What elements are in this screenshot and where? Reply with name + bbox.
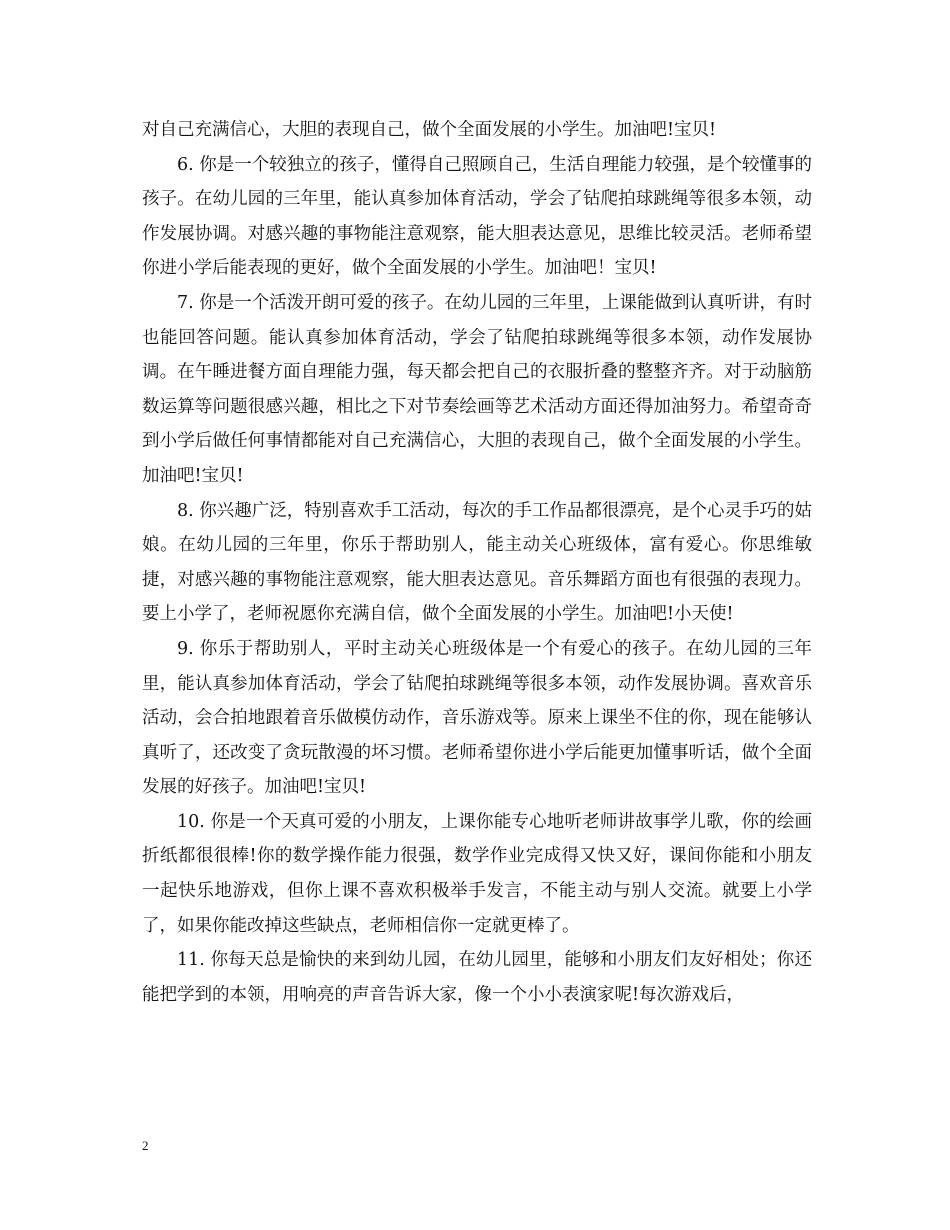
- document-body: [142, 113, 812, 1012]
- paragraph-item-8: 8. 你兴趣广泛，特别喜欢手工活动，每次的手工作品都很漂亮，是个心灵手巧的姑娘。在幼儿园的三年里，你乐于帮助别人，能主动关心班级体，富有爱心。你思维敏捷，对感兴趣的事物能注意观察，能大胆表达意见。音乐舞蹈方面也有很强的表现力。要上小学了，老师祝愿你充满自信，做个全面发展的小学生。加油吧!小天使!: [142, 500, 812, 625]
- page-number: 2: [142, 1138, 149, 1153]
- paragraph-item-10: 10. 你是一个天真可爱的小朋友，上课你能专心地听老师讲故事学儿歌，你的绘画折纸都很很棒!你的数学操作能力很强，数学作业完成得又快又好，课间你能和小朋友一起快乐地游戏，但你上课不喜欢积极举手发言，不能主动与别人交流。就要上小学了，如果你能改掉这些缺点，老师相信你一定就更棒了。: [142, 811, 812, 936]
- paragraph-item-6: 6. 你是一个较独立的孩子，懂得自己照顾自己，生活自理能力较强，是个较懂事的孩子。在幼儿园的三年里，能认真参加体育活动，学会了钻爬拍球跳绳等很多本领，动作发展协调。对感兴趣的事物能注意观察，能大胆表达意见，思维比较灵活。老师希望你进小学后能表现的更好，做个全面发展的小学生。加油吧！宝贝!: [142, 154, 812, 279]
- paragraph-item-11: 11. 你每天总是愉快的来到幼儿园，在幼儿园里，能够和小朋友们友好相处；你还能把学到的本领，用响亮的声音告诉大家，像一个小小表演家呢!每次游戏后，: [142, 950, 812, 1005]
- paragraph-item-9: 9. 你乐于帮助别人，平时主动关心班级体是一个有爱心的孩子。在幼儿园的三年里，能认真参加体育活动，学会了钻爬拍球跳绳等很多本领，动作发展协调。喜欢音乐活动，会合拍地跟着音乐做模仿动作，音乐游戏等。原来上课坐不住的你，现在能够认真听了，还改变了贪玩散漫的坏习惯。老师希望你进小学后能更加懂事听话，做个全面发展的好孩子。加油吧!宝贝!: [142, 638, 812, 798]
- paragraph-continuation: 对自己充满信心，大胆的表现自己，做个全面发展的小学生。加油吧!宝贝!: [142, 120, 717, 140]
- paragraph-item-7: 7. 你是一个活泼开朗可爱的孩子。在幼儿园的三年里，上课能做到认真听讲，有时也能回答问题。能认真参加体育活动，学会了钻爬拍球跳绳等很多本领，动作发展协调。在午睡进餐方面自理能力强，每天都会把自己的衣服折叠的整整齐齐。对于动脑筋数运算等问题很感兴趣，相比之下对节奏绘画等艺术活动方面还得加油努力。希望奇奇到小学后做任何事情都能对自己充满信心，大胆的表现自己，做个全面发展的小学生。加油吧!宝贝!: [142, 292, 812, 486]
